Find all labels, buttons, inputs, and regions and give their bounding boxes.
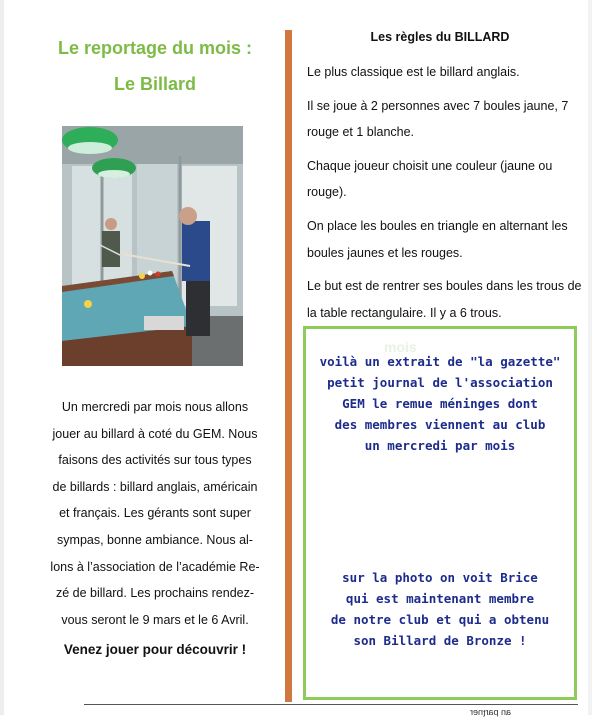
paragraph-line: lons à l’association de l’académie Re- — [50, 559, 260, 574]
rules-heading: Les règles du BILLARD — [370, 30, 510, 44]
column-divider — [285, 30, 292, 702]
paragraph-line: et français. Les gérants sont super — [59, 506, 251, 521]
paragraph-line: vous seront le 9 mars et le 6 Avril. — [61, 612, 249, 627]
rules-paragraph: Le but est de rentrer ses boules dans les trous de la table rectangulaire. Il y a 6 trous. — [307, 279, 582, 320]
billiard-photo — [62, 126, 243, 366]
note-block-intro — [306, 351, 574, 456]
page-edge-right — [588, 0, 592, 715]
footer-mark: ɹǝuʇɹɐd uɐ — [470, 708, 512, 718]
report-paragraph — [40, 394, 270, 633]
note-line: GEM le remue méninges dont — [342, 396, 538, 411]
note-line: qui est maintenant membre — [345, 591, 535, 606]
paragraph-line: zé de billard. Les prochains rendez- — [55, 586, 255, 601]
report-subtitle: Le Billard — [113, 74, 197, 94]
rules-paragraph: Le plus classique est le billard anglais. — [307, 65, 520, 79]
rules-paragraph: Chaque joueur choisit une couleur (jaune ou rouge). — [307, 158, 553, 200]
rules-paragraph: Il se joue à 2 personnes avec 7 boules jaune, 7 rouge et 1 blanche. — [307, 98, 569, 140]
note-line: un mercredi par mois — [364, 438, 516, 453]
report-title: Le reportage du mois : — [57, 38, 253, 58]
paragraph-line: de billards : billard anglais, américain — [52, 479, 258, 494]
note-line: son Billard de Bronze ! — [353, 633, 527, 648]
paragraph-line: faisons des activités sur tous types — [58, 453, 252, 468]
paragraph-line: jouer au billard à coté du GEM. Nous — [52, 426, 258, 441]
note-block-photo — [306, 567, 574, 651]
rules-paragraph: On place les boules en triangle en alternant les boules jaunes et les rouges. — [307, 218, 568, 260]
footer-rule — [84, 704, 578, 705]
club-note-box — [303, 326, 577, 700]
note-line: voilà un extrait de "la gazette" — [319, 354, 561, 369]
paragraph-line: Un mercredi par mois nous allons — [61, 400, 249, 414]
note-line: sur la photo on voit Brice — [342, 570, 538, 585]
paragraph-line: sympas, bonne ambiance. Nous al- — [57, 532, 253, 547]
call-to-action: Venez jouer pour découvrir ! — [63, 642, 247, 657]
page-edge-left — [0, 0, 4, 715]
note-line: petit journal de l'association — [327, 375, 553, 390]
note-line: des membres viennent au club — [334, 417, 546, 432]
rules-body — [307, 59, 582, 333]
note-line: de notre club et qui a obtenu — [330, 612, 550, 627]
ghost-text: mois — [384, 339, 417, 355]
